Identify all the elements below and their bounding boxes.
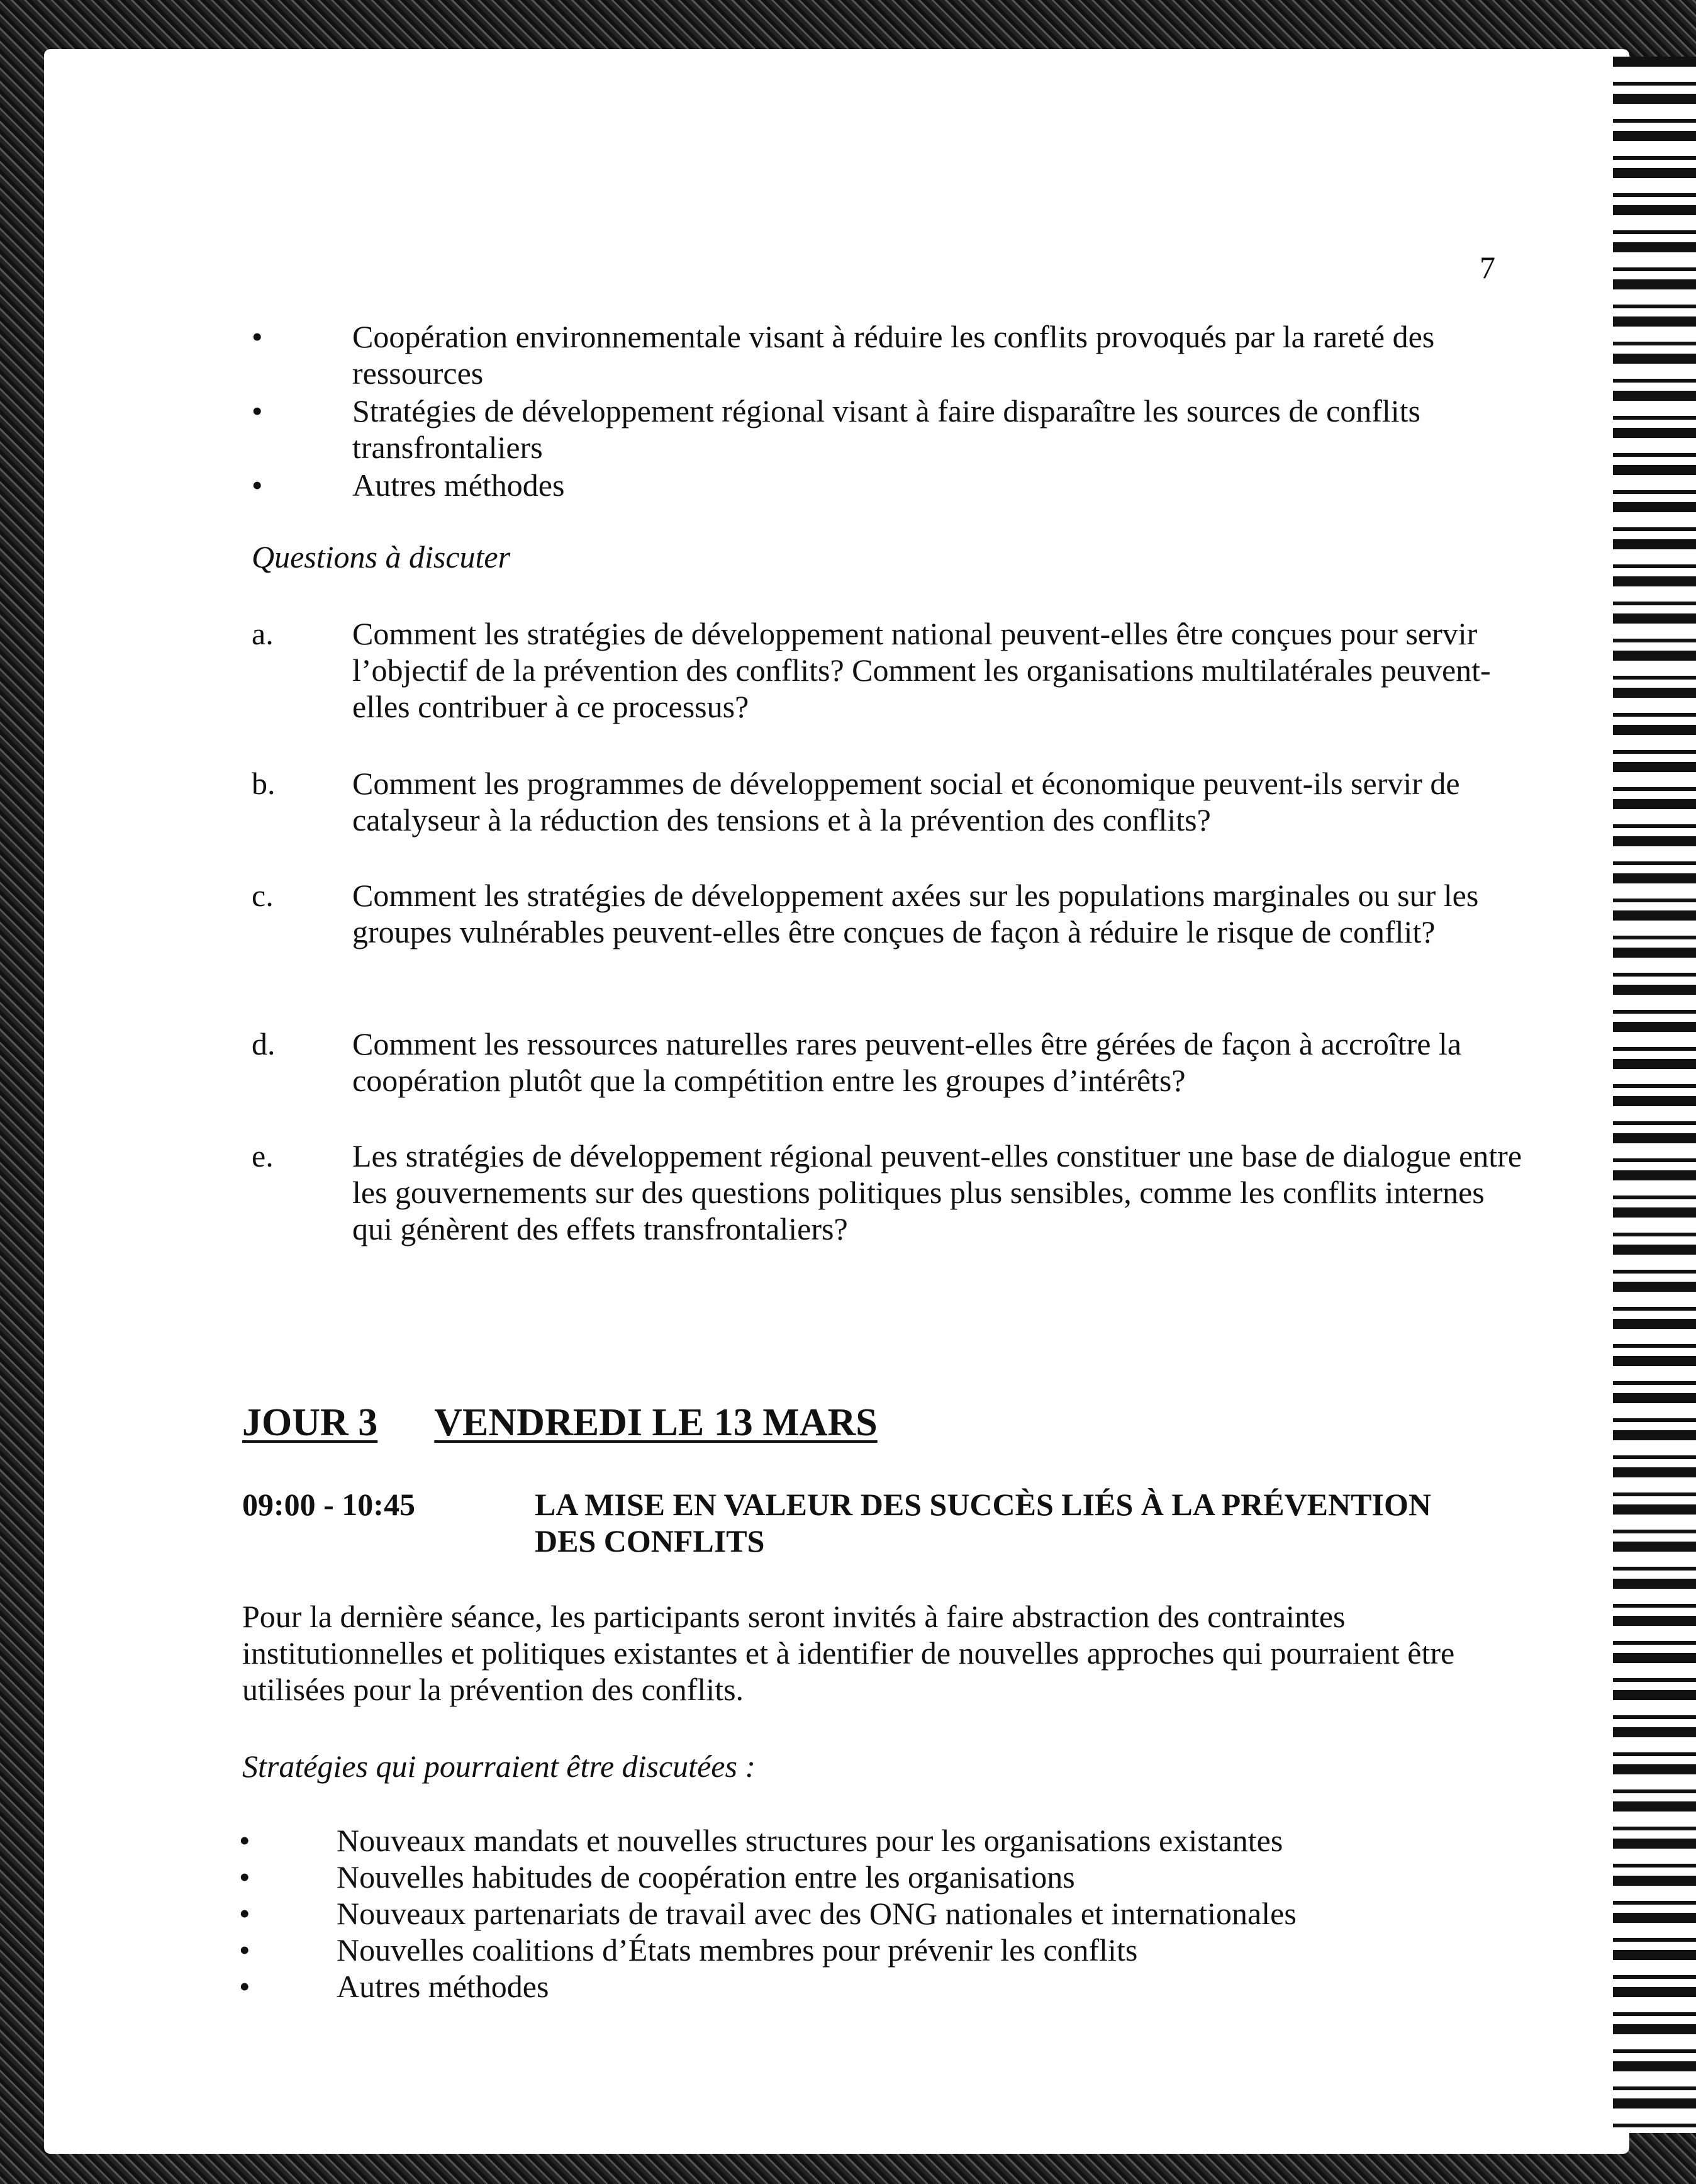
page-number: 7 (1480, 250, 1495, 285)
strategies-heading: Stratégies qui pourraient être discutées : (242, 1749, 756, 1784)
intro-paragraph: Pour la dernière séance, les participants seront invités à faire abstraction des contraintes institutionnelles et politiques existantes et à identifier de nouvelles approches qui pourraient être utilisées pour la prévention des conflits. (242, 1599, 1455, 1707)
session-title: LA MISE EN VALEUR DES SUCCÈS LIÉS À LA PRÉVENTION DES CONFLITS (535, 1487, 1431, 1559)
bullet-icon: • (239, 1932, 250, 1968)
question-text: Comment les stratégies de développement axées sur les populations marginales ou sur les groupes vulnérables peuvent-elles être conçues de façon à réduire le risque de conflit? (352, 878, 1479, 949)
bullet-text: Autres méthodes (337, 1969, 549, 2004)
bullet-text: Autres méthodes (352, 468, 565, 503)
bullet-icon: • (239, 1859, 250, 1895)
bullet-text: Nouveaux mandats et nouvelles structures pour les organisations existantes (337, 1823, 1283, 1858)
document-page (44, 49, 1629, 2154)
questions-heading: Questions à discuter (252, 539, 511, 574)
day-heading (242, 1401, 878, 1445)
day-date: VENDREDI LE 13 MARS (434, 1401, 878, 1444)
question-text: Les stratégies de développement régional peuvent-elles constituer une base de dialogue entre les gouvernements sur des questions politiques plus sensibles, comme les conflits internes qui génèrent des effets transfrontaliers? (352, 1138, 1522, 1246)
bullet-icon: • (252, 319, 263, 354)
spiral-binding (1610, 57, 1696, 2133)
day-label: JOUR 3 (242, 1401, 378, 1444)
question-letter: b. (252, 766, 276, 801)
bullet-text: Nouvelles coalitions d’États membres pour prévenir les conflits (337, 1932, 1138, 1968)
bullet-icon: • (239, 1969, 250, 2004)
bullet-text: Coopération environnementale visant à réduire les conflits provoqués par la rareté des ressources (352, 319, 1435, 391)
bullet-icon: • (239, 1896, 250, 1931)
question-letter: e. (252, 1138, 274, 1173)
bullet-text: Nouvelles habitudes de coopération entre les organisations (337, 1859, 1075, 1895)
question-letter: a. (252, 616, 274, 651)
question-letter: c. (252, 878, 274, 913)
session-time: 09:00 - 10:45 (242, 1487, 415, 1522)
bullet-text: Nouveaux partenariats de travail avec des ONG nationales et internationales (337, 1896, 1297, 1931)
bullet-icon: • (252, 468, 263, 503)
bullet-icon: • (252, 393, 263, 428)
question-letter: d. (252, 1026, 276, 1061)
question-text: Comment les ressources naturelles rares peuvent-elles être gérées de façon à accroître la coopération plutôt que la compétition entre les groupes d’intérêts? (352, 1026, 1462, 1098)
question-text: Comment les programmes de développement social et économique peuvent-ils servir de catalyseur à la réduction des tensions et à la prévention des conflits? (352, 766, 1460, 837)
question-text: Comment les stratégies de développement national peuvent-elles être conçues pour servir l’objectif de la prévention des conflits? Comment les organisations multilatérales peuvent-elles contribuer à ce processus? (352, 616, 1491, 724)
bullet-icon: • (239, 1823, 250, 1858)
bullet-text: Stratégies de développement régional visant à faire disparaître les sources de conflits transfrontaliers (352, 393, 1420, 465)
